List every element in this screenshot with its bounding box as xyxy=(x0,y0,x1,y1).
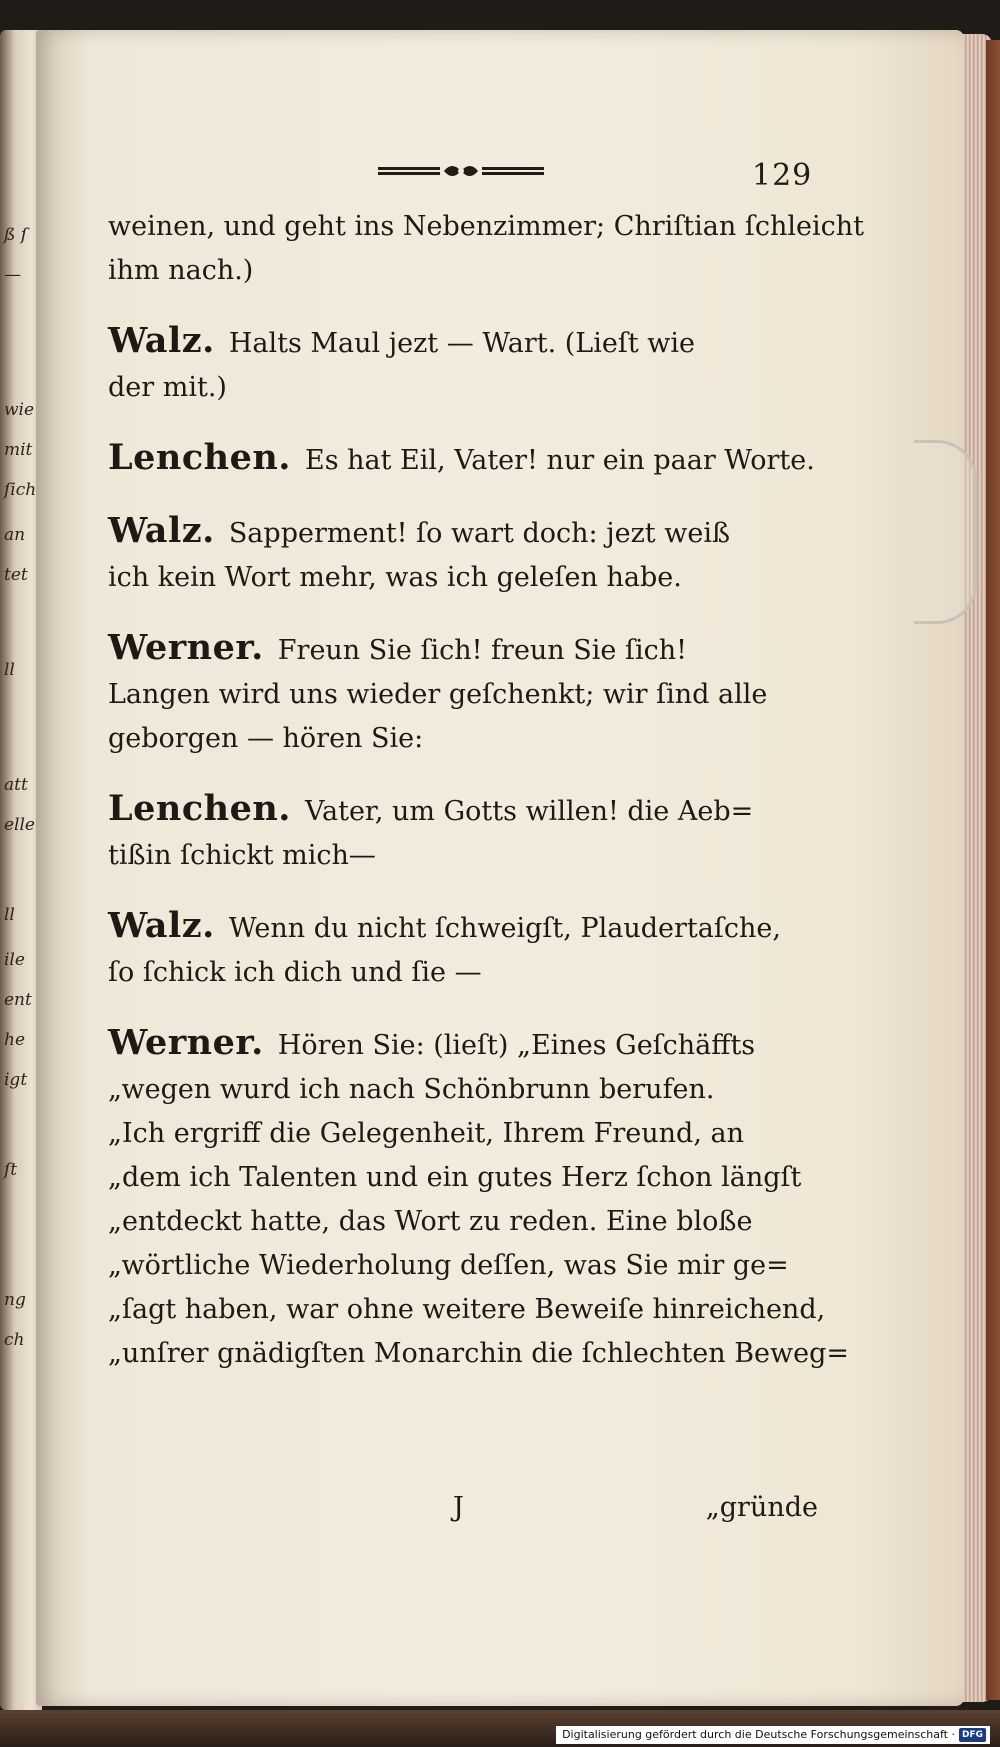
catchword: „gründe xyxy=(705,1492,818,1523)
line-text: geborgen — hören Sie: xyxy=(108,723,424,754)
line-text: „wegen wurd ich nach Schönbrunn berufen. xyxy=(108,1074,715,1105)
text-line xyxy=(108,834,818,878)
facing-page-fragment: ch xyxy=(4,1330,25,1350)
text-line xyxy=(108,1200,818,1244)
text-line xyxy=(108,436,818,483)
facing-page-fragment: ll xyxy=(4,905,15,925)
speaker-name: Walz. xyxy=(108,320,215,361)
speaker-name: Walz. xyxy=(108,510,215,551)
dialogue-paragraph xyxy=(108,787,818,878)
credit-text: Digitalisierung gefördert durch die Deutsche Forschungsgemeinschaft · xyxy=(562,1728,955,1741)
facing-page-fragment: ll xyxy=(4,660,15,680)
facing-page-fragment: ent xyxy=(4,990,32,1010)
text-line xyxy=(108,366,818,410)
dialogue-paragraph xyxy=(108,205,864,293)
facing-page-fragment: ſich xyxy=(4,480,37,500)
text-line xyxy=(108,1332,850,1376)
facing-page-fragment: ile xyxy=(4,950,25,970)
text-line xyxy=(108,673,818,717)
text-line xyxy=(108,509,818,556)
text-line xyxy=(108,1068,818,1112)
facing-page-fragment: ß ſ xyxy=(4,225,28,245)
paper-clip xyxy=(914,440,977,624)
text-line xyxy=(108,1288,826,1332)
body-text xyxy=(108,205,864,1402)
dialogue-paragraph xyxy=(108,904,818,995)
text-line xyxy=(108,1021,818,1068)
line-text: weinen, und geht ins Nebenzimmer; Chriſtian ſchleicht xyxy=(108,211,864,242)
speaker-name: Lenchen. xyxy=(108,788,291,829)
text-line xyxy=(108,556,818,600)
dialogue-paragraph xyxy=(108,509,818,600)
text-line xyxy=(108,787,818,834)
line-text: Langen wird uns wieder geſchenkt; wir ſind alle xyxy=(108,679,768,710)
page-footer xyxy=(108,1492,818,1532)
line-text: „wörtliche Wiederholung deſſen, was Sie mir ge= xyxy=(108,1250,789,1281)
speaker-name: Lenchen. xyxy=(108,437,291,478)
line-text: Es hat Eil, Vater! nur ein paar Worte. xyxy=(304,445,815,476)
dialogue-paragraph xyxy=(108,319,818,410)
line-text: tißin ſchickt mich— xyxy=(108,840,376,871)
text-line xyxy=(108,626,818,673)
facing-page-fragment: ſt xyxy=(4,1160,18,1180)
page-number: 129 xyxy=(752,158,813,193)
line-text: Sapperment! ſo wart doch: jezt weiß xyxy=(228,518,730,549)
signature-mark: J xyxy=(453,1492,464,1523)
text-line xyxy=(108,1156,818,1200)
facing-page-fragment: he xyxy=(4,1030,26,1050)
text-line xyxy=(108,1112,818,1156)
facing-page-fragment: ng xyxy=(4,1290,26,1310)
line-text: „unſrer gnädigſten Monarchin die ſchlechten Beweg= xyxy=(108,1338,850,1369)
text-line xyxy=(108,717,818,761)
header-ornament xyxy=(378,160,544,182)
line-text: Hören Sie: (lieſt) „Eines Geſchäffts xyxy=(277,1030,756,1061)
speaker-name: Werner. xyxy=(108,1022,264,1063)
facing-page-fragment: wie xyxy=(4,400,35,420)
line-text: Wenn du nicht ſchweigſt, Plaudertaſche, xyxy=(228,913,781,944)
facing-page-fragment: — xyxy=(4,265,21,285)
book-cover-edge xyxy=(986,40,1000,1700)
facing-page-fragment: mit xyxy=(4,440,33,460)
line-text: der mit.) xyxy=(108,372,227,403)
line-text: „dem ich Talenten und ein gutes Herz ſchon längſt xyxy=(108,1162,802,1193)
dialogue-paragraph xyxy=(108,1021,850,1376)
dialogue-paragraph xyxy=(108,626,818,761)
text-line xyxy=(108,249,818,293)
dfg-logo-icon: DFG xyxy=(959,1728,986,1742)
line-text: Halts Maul jezt — Wart. (Lieſt wie xyxy=(228,328,695,359)
line-text: „ſagt haben, war ohne weitere Beweiſe hinreichend, xyxy=(108,1294,826,1325)
line-text: ich kein Wort mehr, was ich geleſen habe. xyxy=(108,562,682,593)
facing-page-fragment: tet xyxy=(4,565,28,585)
text-line xyxy=(108,951,818,995)
speaker-name: Werner. xyxy=(108,627,264,668)
facing-page-fragment: att xyxy=(4,775,28,795)
line-text: ſo ſchick ich dich und ſie — xyxy=(108,957,482,988)
text-line xyxy=(108,1244,818,1288)
facing-page-fragment: elle xyxy=(4,815,35,835)
dialogue-paragraph xyxy=(108,436,818,483)
line-text: „entdeckt hatte, das Wort zu reden. Eine bloße xyxy=(108,1206,753,1237)
speaker-name: Walz. xyxy=(108,905,215,946)
line-text: „Ich ergriff die Gelegenheit, Ihrem Freund, an xyxy=(108,1118,744,1149)
text-line xyxy=(108,319,818,366)
line-text: Freun Sie ſich! freun Sie ſich! xyxy=(277,635,687,666)
facing-page-fragment: igt xyxy=(4,1070,28,1090)
line-text: Vater, um Gotts willen! die Aeb= xyxy=(304,796,754,827)
text-line xyxy=(108,205,864,249)
text-line xyxy=(108,904,818,951)
line-text: ihm nach.) xyxy=(108,255,254,286)
facing-page-fragment: an xyxy=(4,525,26,545)
digitization-credit xyxy=(556,1726,990,1744)
